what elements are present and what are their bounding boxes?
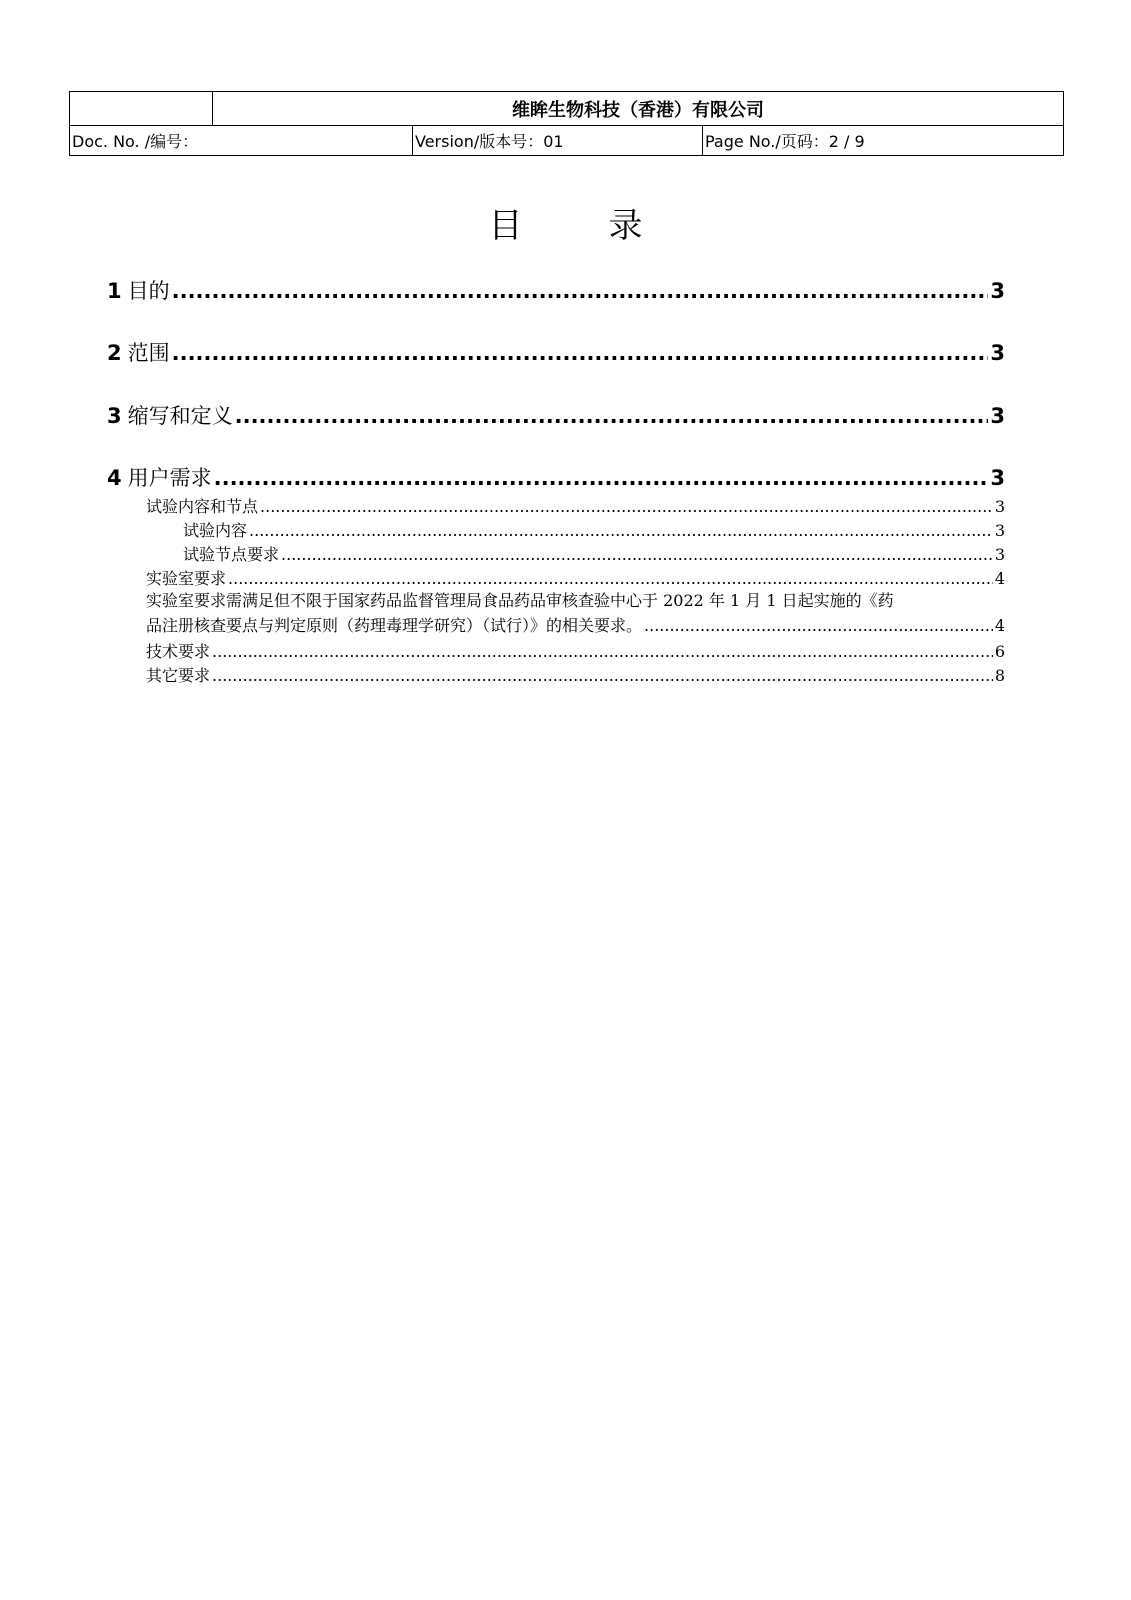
toc-entry-page: 3 bbox=[990, 466, 1005, 490]
toc-entry-page: 6 bbox=[994, 642, 1005, 661]
toc-entry-number: 4 bbox=[107, 466, 122, 490]
toc-entry-page: 4 bbox=[994, 569, 1005, 588]
toc-entry-page: 3 bbox=[994, 497, 1005, 516]
toc-entry-lab-requirements-detail[interactable] bbox=[146, 588, 1005, 638]
toc-leader-dots bbox=[249, 521, 993, 540]
toc-leader-dots bbox=[644, 613, 993, 638]
toc-entry-title-line1: 实验室要求需满足但不限于国家药品监督管理局食品药品审核查验中心于 2022 年 1 月 1 日起实施的《药 bbox=[146, 591, 894, 610]
toc-leader-dots bbox=[212, 666, 993, 685]
toc-entry-number: 1 bbox=[107, 279, 122, 303]
toc-leader-dots bbox=[214, 466, 989, 490]
toc-entry-title-line2: 品注册核查要点与判定原则（药理毒理学研究）（试行）》的相关要求。 bbox=[146, 616, 643, 635]
page-number: Page No./页码：2 / 9 bbox=[703, 126, 1064, 156]
toc-entry-test-node-requirements[interactable] bbox=[183, 542, 1005, 565]
toc-entry-page: 8 bbox=[994, 666, 1005, 685]
toc-entry-test-content-nodes[interactable] bbox=[146, 494, 1005, 517]
toc-entry-user-requirements[interactable] bbox=[107, 462, 1005, 492]
toc-leader-dots bbox=[281, 545, 993, 564]
toc-entry-technical-requirements[interactable] bbox=[146, 639, 1005, 662]
toc-entry-title: 用户需求 bbox=[127, 466, 212, 490]
toc-entry-test-content[interactable] bbox=[183, 518, 1005, 541]
logo-cell bbox=[70, 92, 213, 126]
toc-entry-title: 实验室要求 bbox=[146, 569, 227, 588]
company-name: 维眸生物科技（香港）有限公司 bbox=[213, 92, 1064, 126]
toc-leader-dots bbox=[228, 569, 993, 588]
toc-entry-page: 3 bbox=[990, 341, 1005, 365]
toc-entry-scope[interactable] bbox=[107, 337, 1005, 367]
toc-entry-page: 3 bbox=[994, 545, 1005, 564]
toc-title bbox=[0, 198, 1131, 247]
toc-leader-dots bbox=[260, 497, 993, 516]
toc-entry-title: 范围 bbox=[127, 341, 170, 365]
toc-leader-dots bbox=[235, 404, 989, 428]
toc-entry-lab-requirements[interactable] bbox=[146, 566, 1005, 589]
toc-entry-title: 试验节点要求 bbox=[183, 545, 280, 564]
toc-entry-title: 技术要求 bbox=[146, 642, 211, 661]
toc-entry-page: 3 bbox=[994, 521, 1005, 540]
toc-entry-title: 目的 bbox=[127, 279, 170, 303]
toc-leader-dots bbox=[172, 341, 989, 365]
toc-entry-page: 4 bbox=[994, 616, 1005, 635]
toc-entry-other-requirements[interactable] bbox=[146, 663, 1005, 686]
version-number: Version/版本号：01 bbox=[413, 126, 703, 156]
toc-entry-page: 3 bbox=[990, 279, 1005, 303]
toc-entry-title: 其它要求 bbox=[146, 666, 211, 685]
document-header bbox=[69, 91, 1064, 156]
toc-entry-page: 3 bbox=[990, 404, 1005, 428]
toc-entry-number: 3 bbox=[107, 404, 122, 428]
doc-number: Doc. No. /编号： bbox=[70, 126, 413, 156]
toc-entry-purpose[interactable] bbox=[107, 275, 1005, 305]
toc-entry-title: 缩写和定义 bbox=[127, 404, 233, 428]
toc-leader-dots bbox=[172, 279, 989, 303]
toc-leader-dots bbox=[212, 642, 993, 661]
toc-title-char: 目 bbox=[488, 206, 523, 246]
toc-entry-abbreviations[interactable] bbox=[107, 400, 1005, 430]
toc-entry-number: 2 bbox=[107, 341, 122, 365]
toc-entry-title: 试验内容 bbox=[183, 521, 248, 540]
toc-title-char: 录 bbox=[608, 206, 643, 246]
toc-entry-title: 试验内容和节点 bbox=[146, 497, 259, 516]
